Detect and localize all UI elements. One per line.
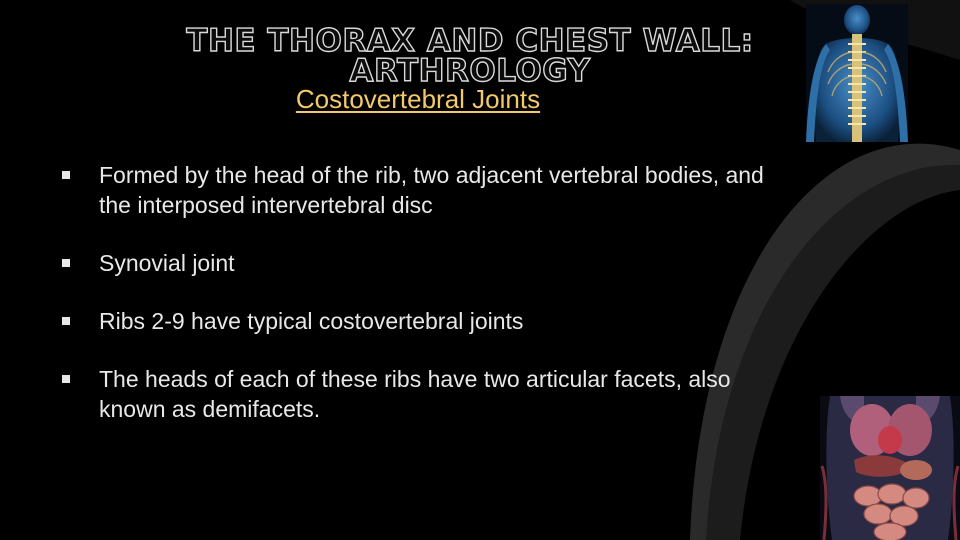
bullet-square-icon [62, 317, 70, 325]
slide-subtitle: Costovertebral Joints [295, 84, 541, 114]
bullet-item [62, 364, 782, 424]
bullet-square-icon [62, 171, 70, 179]
bullet-item [62, 306, 782, 336]
bullet-item [62, 248, 782, 278]
bullet-text: Ribs 2-9 have typical costovertebral joints [99, 308, 524, 334]
bullet-square-icon [62, 259, 70, 267]
bullet-list [62, 160, 782, 424]
torso-organs-illustration [820, 396, 960, 540]
spine-anatomy-illustration [806, 4, 908, 142]
bullet-text: Synovial joint [99, 250, 235, 276]
bullet-square-icon [62, 375, 70, 383]
bullet-item [62, 160, 782, 220]
bullet-text: Formed by the head of the rib, two adjacent vertebral bodies, and the interposed intervertebral disc [99, 162, 764, 218]
slide-title: THE THORAX AND CHEST WALL: ARTHROLOGY [186, 23, 754, 89]
bullet-text: The heads of each of these ribs have two articular facets, also known as demifacets. [99, 366, 731, 422]
